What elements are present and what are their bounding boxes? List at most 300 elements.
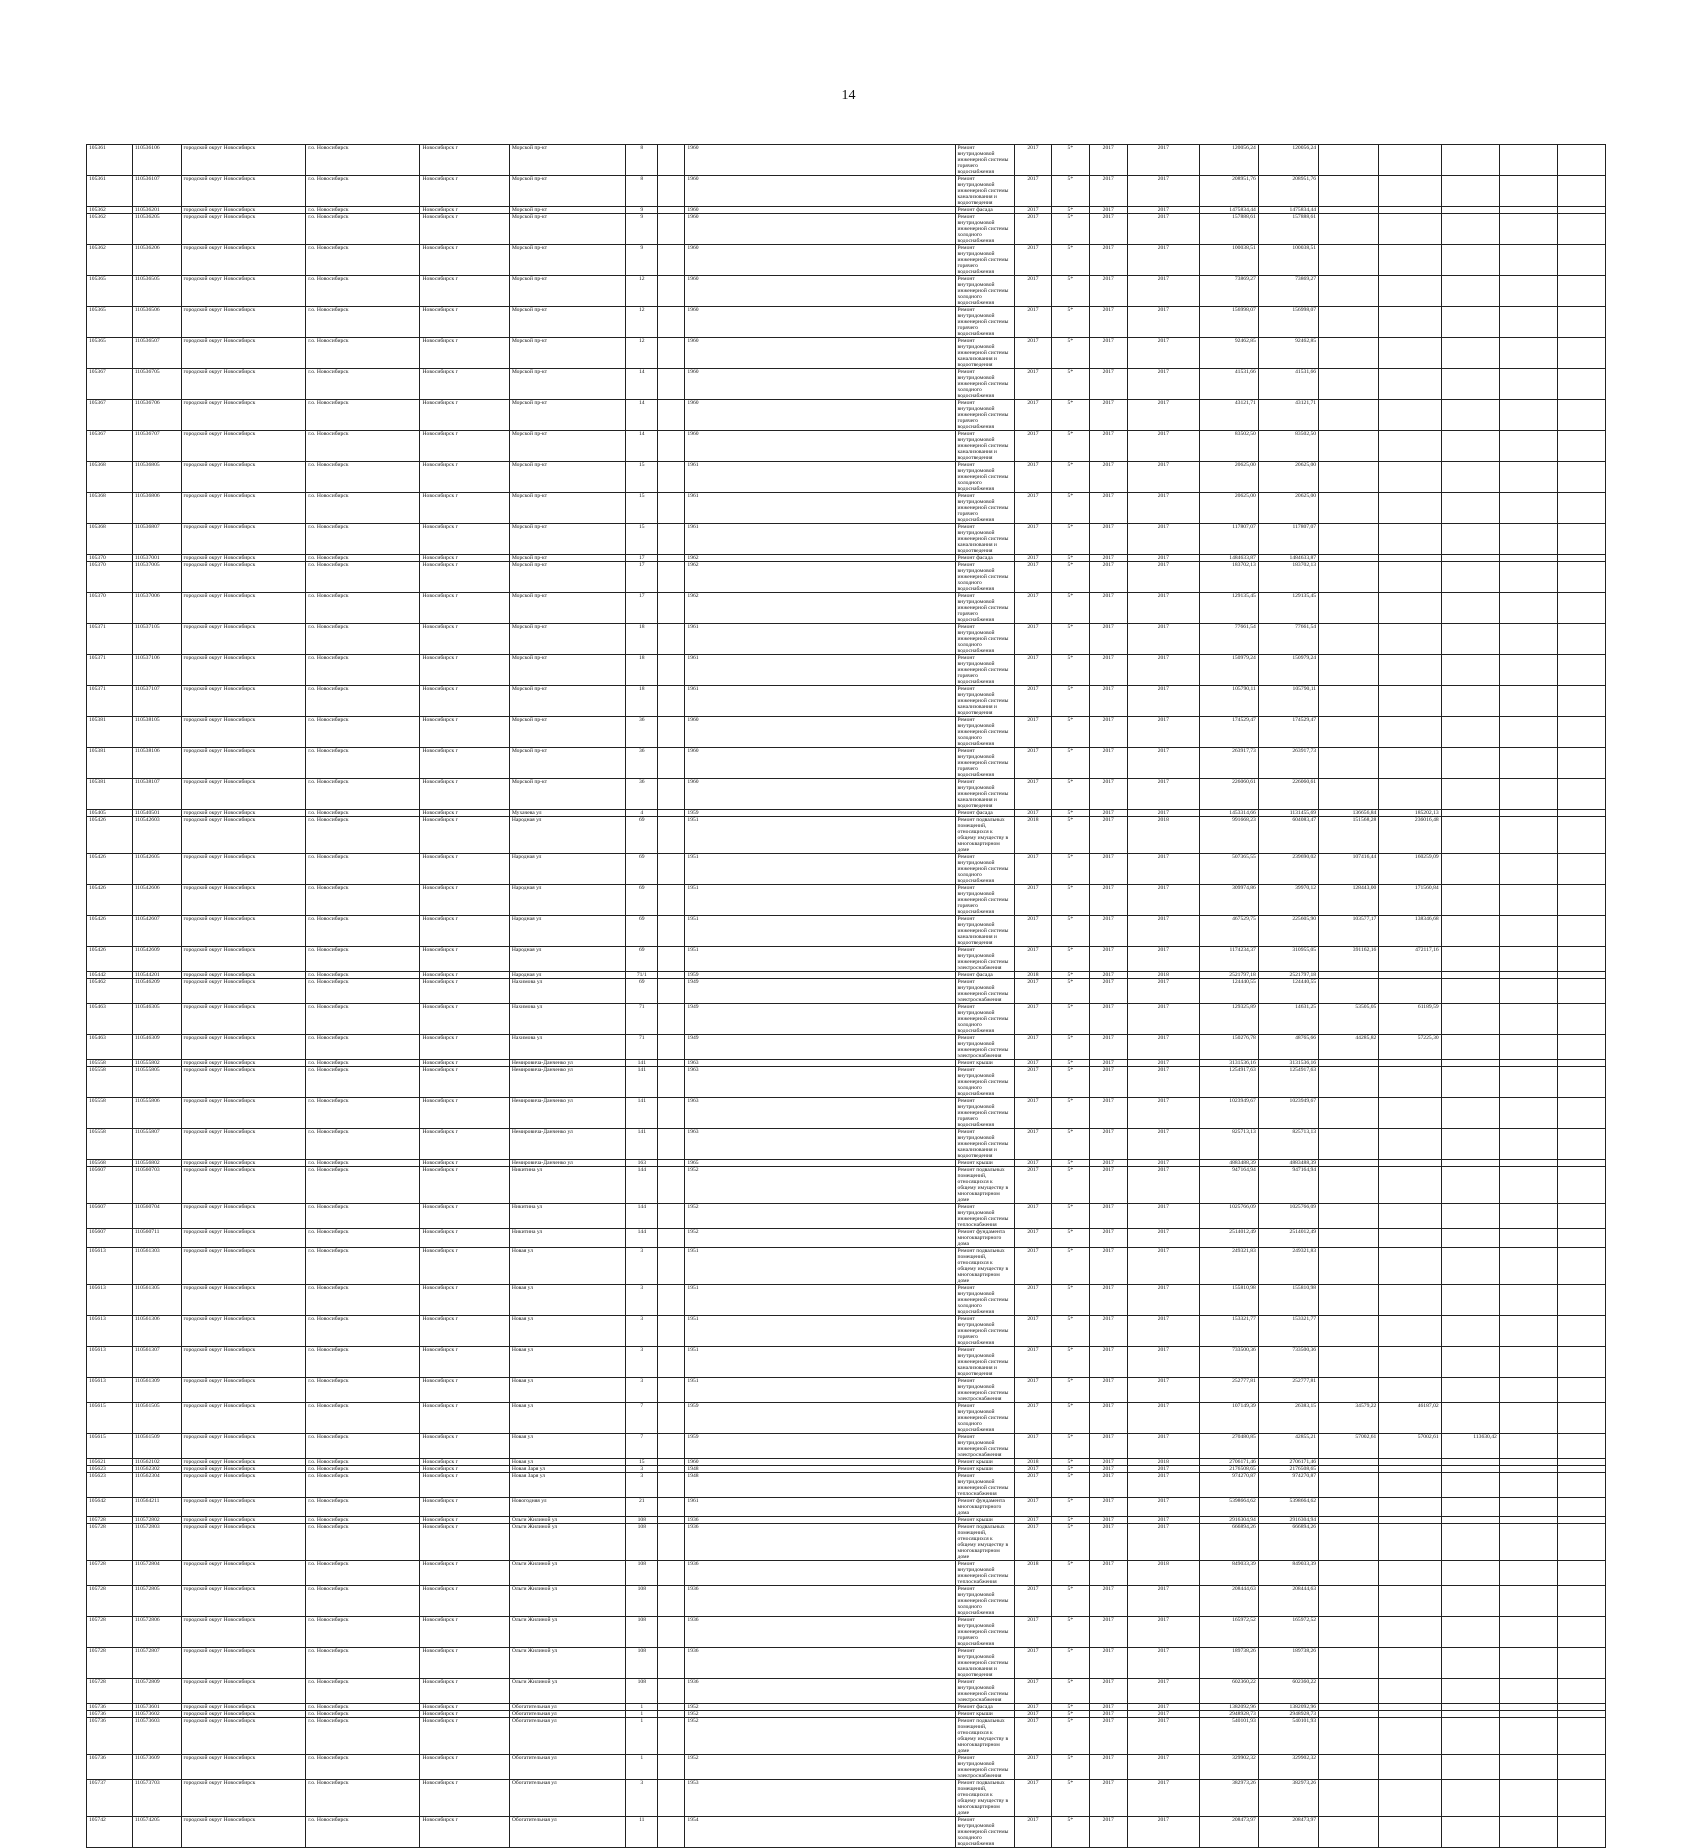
row-id-cell: 105370 [87, 593, 133, 624]
city-cell: Новосибирск г [420, 276, 509, 307]
year-built-cell: 1951 [685, 1316, 955, 1347]
row-id-cell: 105615 [87, 1434, 133, 1459]
year-built-cell: 1951 [685, 1378, 955, 1403]
empty-cell [1499, 562, 1557, 593]
street-cell: Новогодняя ул [509, 1498, 625, 1517]
table-row [87, 624, 1606, 655]
empty-cell [1499, 1129, 1557, 1160]
district-cell: городской округ Новосибирск [181, 1060, 306, 1067]
empty-cell [1558, 1347, 1606, 1378]
house-number-cell: 18 [626, 655, 658, 686]
municipality-cell: г.о. Новосибирск [306, 1817, 420, 1848]
floors-cell: 5* [1052, 1459, 1089, 1466]
empty-cell [658, 462, 685, 493]
year-built-cell: 1953 [685, 1780, 955, 1817]
table-row [87, 1517, 1606, 1524]
row-id-cell: 105426 [87, 885, 133, 916]
house-number-cell: 69 [626, 885, 658, 916]
end-year-cell: 2017 [1127, 1524, 1199, 1561]
work-code-cell: 110573601 [132, 1704, 181, 1711]
budget-cost-cell [1319, 1648, 1379, 1679]
table-row [87, 1473, 1606, 1498]
empty-cell [1558, 400, 1606, 431]
municipality-cell: г.о. Новосибирск [306, 810, 420, 817]
house-number-cell: 36 [626, 779, 658, 810]
floors-cell: 5* [1052, 214, 1089, 245]
work-type-cell: Ремонт внутридомовой инженерной системы канализования и водоотведения [955, 431, 1014, 462]
budget-cost-cell [1319, 338, 1379, 369]
owner-cost-cell [1379, 1498, 1441, 1517]
year-built-cell: 1960 [685, 207, 955, 214]
table-row [87, 462, 1606, 493]
work-type-cell: Ремонт подвальных помещений, относящихся к общему имуществу в многоквартирном доме [955, 1167, 1014, 1204]
other-cost-cell [1441, 1067, 1499, 1098]
empty-cell [1499, 555, 1557, 562]
owner-cost-cell [1379, 462, 1441, 493]
budget-cost-cell [1319, 1718, 1379, 1755]
start-year-cell: 2017 [1089, 1473, 1127, 1498]
total-cost-cell: 329902,32 [1199, 1755, 1258, 1780]
table-row [87, 1679, 1606, 1704]
row-id-cell: 105613 [87, 1347, 133, 1378]
street-cell: Морской пр-кт [509, 176, 625, 207]
budget-cost-cell [1319, 1316, 1379, 1347]
budget-cost-cell [1319, 686, 1379, 717]
empty-cell [1558, 1466, 1606, 1473]
district-cell: городской округ Новосибирск [181, 431, 306, 462]
city-cell: Новосибирск г [420, 1517, 509, 1524]
row-id-cell: 105558 [87, 1129, 133, 1160]
end-year-cell: 2017 [1127, 1316, 1199, 1347]
empty-cell [1558, 655, 1606, 686]
work-code-cell: 110556802 [132, 1160, 181, 1167]
end-year-cell: 2018 [1127, 972, 1199, 979]
work-type-cell: Ремонт внутридомовой инженерной системы канализования и водоотведения [955, 916, 1014, 947]
work-code-cell: 110536205 [132, 214, 181, 245]
empty-cell [658, 555, 685, 562]
end-year-cell: 2017 [1127, 431, 1199, 462]
house-number-cell: 9 [626, 245, 658, 276]
floors-cell: 5* [1052, 1524, 1089, 1561]
planned-year-cell: 2017 [1014, 1229, 1051, 1248]
planned-year-cell: 2017 [1014, 1129, 1051, 1160]
city-cell: Новосибирск г [420, 1129, 509, 1160]
owner-cost-cell: 160259,09 [1379, 854, 1441, 885]
floors-cell: 5* [1052, 493, 1089, 524]
empty-cell [1558, 1248, 1606, 1285]
planned-year-cell: 2018 [1014, 817, 1051, 854]
street-cell: Морской пр-кт [509, 562, 625, 593]
work-code-cell: 110555807 [132, 1129, 181, 1160]
owner-cost-cell [1379, 1755, 1441, 1780]
planned-year-cell: 2017 [1014, 1248, 1051, 1285]
empty-cell [658, 1679, 685, 1704]
year-built-cell: 1962 [685, 593, 955, 624]
fund-cost-cell: 155810,98 [1258, 1285, 1318, 1316]
total-cost-cell: 2521797,18 [1199, 972, 1258, 979]
fund-cost-cell: 225605,90 [1258, 916, 1318, 947]
floors-cell: 5* [1052, 1473, 1089, 1498]
empty-cell [1558, 1617, 1606, 1648]
district-cell: городской округ Новосибирск [181, 854, 306, 885]
house-number-cell: 108 [626, 1561, 658, 1586]
empty-cell [1558, 1780, 1606, 1817]
other-cost-cell [1441, 1473, 1499, 1498]
other-cost-cell [1441, 1561, 1499, 1586]
municipality-cell: г.о. Новосибирск [306, 1561, 420, 1586]
house-number-cell: 1 [626, 1755, 658, 1780]
total-cost-cell: 226060,61 [1199, 779, 1258, 810]
total-cost-cell: 849033,39 [1199, 1561, 1258, 1586]
house-number-cell: 71 [626, 1004, 658, 1035]
empty-cell [1499, 338, 1557, 369]
house-number-cell: 9 [626, 214, 658, 245]
street-cell: Народная ул [509, 854, 625, 885]
district-cell: городской округ Новосибирск [181, 979, 306, 1004]
municipality-cell: г.о. Новосибирск [306, 1780, 420, 1817]
year-built-cell: 1961 [685, 624, 955, 655]
budget-cost-cell [1319, 1060, 1379, 1067]
other-cost-cell [1441, 1524, 1499, 1561]
table-row [87, 562, 1606, 593]
end-year-cell: 2017 [1127, 624, 1199, 655]
empty-cell [1499, 1466, 1557, 1473]
city-cell: Новосибирск г [420, 1473, 509, 1498]
city-cell: Новосибирск г [420, 1498, 509, 1517]
work-type-cell: Ремонт внутридомовой инженерной системы канализования и водоотведения [955, 779, 1014, 810]
budget-cost-cell [1319, 1248, 1379, 1285]
table-row [87, 1755, 1606, 1780]
budget-cost-cell [1319, 1704, 1379, 1711]
work-type-cell: Ремонт внутридомовой инженерной системы холодного водоснабжения [955, 1285, 1014, 1316]
city-cell: Новосибирск г [420, 1434, 509, 1459]
district-cell: городской округ Новосибирск [181, 1434, 306, 1459]
table-row [87, 338, 1606, 369]
owner-cost-cell [1379, 1459, 1441, 1466]
table-row [87, 1204, 1606, 1229]
start-year-cell: 2017 [1089, 1067, 1127, 1098]
start-year-cell: 2017 [1089, 1098, 1127, 1129]
empty-cell [1499, 1498, 1557, 1517]
empty-cell [1558, 1035, 1606, 1060]
start-year-cell: 2017 [1089, 1459, 1127, 1466]
row-id-cell: 105371 [87, 624, 133, 655]
planned-year-cell: 2017 [1014, 885, 1051, 916]
start-year-cell: 2017 [1089, 717, 1127, 748]
empty-cell [658, 1617, 685, 1648]
work-code-cell: 110546305 [132, 1004, 181, 1035]
city-cell: Новосибирск г [420, 1035, 509, 1060]
budget-cost-cell [1319, 717, 1379, 748]
planned-year-cell: 2017 [1014, 1704, 1051, 1711]
owner-cost-cell [1379, 1167, 1441, 1204]
city-cell: Новосибирск г [420, 748, 509, 779]
total-cost-cell: 4883488,39 [1199, 1160, 1258, 1167]
planned-year-cell: 2017 [1014, 1285, 1051, 1316]
floors-cell: 5* [1052, 276, 1089, 307]
total-cost-cell: 2514012,49 [1199, 1229, 1258, 1248]
empty-cell [1558, 1459, 1606, 1466]
empty-cell [658, 524, 685, 555]
work-type-cell: Ремонт внутридомовой инженерной системы канализования и водоотведения [955, 176, 1014, 207]
table-row [87, 1378, 1606, 1403]
planned-year-cell: 2017 [1014, 655, 1051, 686]
other-cost-cell [1441, 947, 1499, 972]
work-code-cell: 110572809 [132, 1679, 181, 1704]
municipality-cell: г.о. Новосибирск [306, 214, 420, 245]
municipality-cell: г.о. Новосибирск [306, 624, 420, 655]
total-cost-cell: 3131536,16 [1199, 1060, 1258, 1067]
work-type-cell: Ремонт внутридомовой инженерной системы холодного водоснабжения [955, 1403, 1014, 1434]
total-cost-cell: 2916304,94 [1199, 1517, 1258, 1524]
work-type-cell: Ремонт внутридомовой инженерной системы горячего водоснабжения [955, 245, 1014, 276]
work-code-cell: 110536505 [132, 276, 181, 307]
floors-cell: 5* [1052, 307, 1089, 338]
owner-cost-cell [1379, 1780, 1441, 1817]
empty-cell [1558, 307, 1606, 338]
work-code-cell: 110573602 [132, 1711, 181, 1718]
owner-cost-cell [1379, 717, 1441, 748]
planned-year-cell: 2017 [1014, 1817, 1051, 1848]
year-built-cell: 1952 [685, 1704, 955, 1711]
city-cell: Новосибирск г [420, 1524, 509, 1561]
house-number-cell: 3 [626, 1316, 658, 1347]
street-cell: Обогатительная ул [509, 1711, 625, 1718]
empty-cell [658, 1248, 685, 1285]
empty-cell [1558, 885, 1606, 916]
budget-cost-cell [1319, 979, 1379, 1004]
budget-cost-cell [1319, 400, 1379, 431]
owner-cost-cell [1379, 493, 1441, 524]
row-id-cell: 105558 [87, 1060, 133, 1067]
end-year-cell: 2017 [1127, 1704, 1199, 1711]
house-number-cell: 108 [626, 1617, 658, 1648]
table-row [87, 748, 1606, 779]
table-row [87, 555, 1606, 562]
empty-cell [1558, 207, 1606, 214]
row-id-cell: 105381 [87, 779, 133, 810]
budget-cost-cell: 151568,28 [1319, 817, 1379, 854]
municipality-cell: г.о. Новосибирск [306, 431, 420, 462]
house-number-cell: 108 [626, 1648, 658, 1679]
owner-cost-cell [1379, 593, 1441, 624]
street-cell: Морской пр-кт [509, 624, 625, 655]
budget-cost-cell [1319, 655, 1379, 686]
other-cost-cell [1441, 1285, 1499, 1316]
empty-cell [658, 1517, 685, 1524]
fund-cost-cell: 41531,66 [1258, 369, 1318, 400]
start-year-cell: 2017 [1089, 1229, 1127, 1248]
planned-year-cell: 2017 [1014, 1160, 1051, 1167]
work-code-cell: 110544201 [132, 972, 181, 979]
end-year-cell: 2017 [1127, 562, 1199, 593]
fund-cost-cell: 129135,45 [1258, 593, 1318, 624]
owner-cost-cell: 61189,59 [1379, 1004, 1441, 1035]
empty-cell [1558, 916, 1606, 947]
city-cell: Новосибирск г [420, 593, 509, 624]
empty-cell [1558, 1129, 1606, 1160]
budget-cost-cell [1319, 1498, 1379, 1517]
owner-cost-cell [1379, 1517, 1441, 1524]
district-cell: городской округ Новосибирск [181, 307, 306, 338]
total-cost-cell: 1025766,09 [1199, 1204, 1258, 1229]
empty-cell [658, 854, 685, 885]
work-type-cell: Ремонт фундамента многоквартирного дома [955, 1498, 1014, 1517]
fund-cost-cell: 540101,93 [1258, 1718, 1318, 1755]
table-row [87, 1248, 1606, 1285]
city-cell: Новосибирск г [420, 145, 509, 176]
street-cell: Немировича-Данченко ул [509, 1098, 625, 1129]
empty-cell [1558, 947, 1606, 972]
owner-cost-cell [1379, 276, 1441, 307]
empty-cell [1499, 1035, 1557, 1060]
end-year-cell: 2017 [1127, 369, 1199, 400]
district-cell: городской округ Новосибирск [181, 717, 306, 748]
year-built-cell: 1959 [685, 810, 955, 817]
owner-cost-cell [1379, 1378, 1441, 1403]
work-type-cell: Ремонт внутридомовой инженерной системы горячего водоснабжения [955, 307, 1014, 338]
total-cost-cell: 117807,07 [1199, 524, 1258, 555]
start-year-cell: 2017 [1089, 916, 1127, 947]
fund-cost-cell: 189738,26 [1258, 1648, 1318, 1679]
work-code-cell: 110538107 [132, 779, 181, 810]
start-year-cell: 2017 [1089, 1817, 1127, 1848]
empty-cell [1558, 1817, 1606, 1848]
total-cost-cell: 100038,51 [1199, 245, 1258, 276]
budget-cost-cell [1319, 369, 1379, 400]
floors-cell: 5* [1052, 1403, 1089, 1434]
start-year-cell: 2017 [1089, 1167, 1127, 1204]
street-cell: Морской пр-кт [509, 207, 625, 214]
row-id-cell: 105362 [87, 207, 133, 214]
table-row [87, 214, 1606, 245]
end-year-cell: 2017 [1127, 276, 1199, 307]
fund-cost-cell: 83502,50 [1258, 431, 1318, 462]
budget-cost-cell [1319, 1617, 1379, 1648]
fund-cost-cell: 77661,54 [1258, 624, 1318, 655]
district-cell: городской округ Новосибирск [181, 1316, 306, 1347]
street-cell: Новая ул [509, 1434, 625, 1459]
house-number-cell: 1 [626, 1711, 658, 1718]
work-code-cell: 110536507 [132, 338, 181, 369]
work-type-cell: Ремонт крыши [955, 1711, 1014, 1718]
end-year-cell: 2017 [1127, 524, 1199, 555]
house-number-cell: 21 [626, 1498, 658, 1517]
empty-cell [1558, 493, 1606, 524]
work-type-cell: Ремонт внутридомовой инженерной системы горячего водоснабжения [955, 1316, 1014, 1347]
year-built-cell: 1949 [685, 1004, 955, 1035]
work-code-cell: 110538105 [132, 717, 181, 748]
work-type-cell: Ремонт внутридомовой инженерной системы электроснабжения [955, 1434, 1014, 1459]
owner-cost-cell [1379, 1098, 1441, 1129]
work-code-cell: 110561303 [132, 1248, 181, 1285]
house-number-cell: 144 [626, 1204, 658, 1229]
table-row [87, 145, 1606, 176]
work-code-cell: 110562304 [132, 1473, 181, 1498]
year-built-cell: 1936 [685, 1561, 955, 1586]
end-year-cell: 2017 [1127, 145, 1199, 176]
year-built-cell: 1960 [685, 307, 955, 338]
empty-cell [1499, 245, 1557, 276]
other-cost-cell [1441, 1098, 1499, 1129]
total-cost-cell: 309974,86 [1199, 885, 1258, 916]
fund-cost-cell: 252777,81 [1258, 1378, 1318, 1403]
total-cost-cell: 43121,71 [1199, 400, 1258, 431]
year-built-cell: 1965 [685, 1160, 955, 1167]
district-cell: городской округ Новосибирск [181, 562, 306, 593]
district-cell: городской округ Новосибирск [181, 1378, 306, 1403]
year-built-cell: 1961 [685, 686, 955, 717]
empty-cell [658, 176, 685, 207]
budget-cost-cell [1319, 214, 1379, 245]
budget-cost-cell [1319, 276, 1379, 307]
start-year-cell: 2017 [1089, 338, 1127, 369]
owner-cost-cell [1379, 1248, 1441, 1285]
floors-cell: 5* [1052, 1561, 1089, 1586]
empty-cell [658, 245, 685, 276]
work-code-cell: 110572803 [132, 1524, 181, 1561]
house-number-cell: 108 [626, 1517, 658, 1524]
fund-cost-cell: 1475834,44 [1258, 207, 1318, 214]
end-year-cell: 2017 [1127, 1035, 1199, 1060]
row-id-cell: 105405 [87, 810, 133, 817]
municipality-cell: г.о. Новосибирск [306, 1755, 420, 1780]
municipality-cell: г.о. Новосибирск [306, 1098, 420, 1129]
other-cost-cell [1441, 1817, 1499, 1848]
district-cell: городской округ Новосибирск [181, 1035, 306, 1060]
year-built-cell: 1960 [685, 369, 955, 400]
planned-year-cell: 2017 [1014, 624, 1051, 655]
house-number-cell: 9 [626, 207, 658, 214]
total-cost-cell: 1453314,66 [1199, 810, 1258, 817]
district-cell: городской округ Новосибирск [181, 885, 306, 916]
start-year-cell: 2017 [1089, 1755, 1127, 1780]
planned-year-cell: 2017 [1014, 207, 1051, 214]
house-number-cell: 36 [626, 717, 658, 748]
empty-cell [1558, 1434, 1606, 1459]
budget-cost-cell [1319, 1817, 1379, 1848]
start-year-cell: 2017 [1089, 245, 1127, 276]
fund-cost-cell: 733500,36 [1258, 1347, 1318, 1378]
work-type-cell: Ремонт фасада [955, 207, 1014, 214]
empty-cell [1558, 369, 1606, 400]
other-cost-cell [1441, 1711, 1499, 1718]
other-cost-cell [1441, 1229, 1499, 1248]
district-cell: городской округ Новосибирск [181, 1167, 306, 1204]
district-cell: городской округ Новосибирск [181, 748, 306, 779]
empty-cell [1499, 307, 1557, 338]
year-built-cell: 1936 [685, 1524, 955, 1561]
year-built-cell: 1952 [685, 1204, 955, 1229]
row-id-cell: 105615 [87, 1403, 133, 1434]
house-number-cell: 12 [626, 276, 658, 307]
table-row [87, 655, 1606, 686]
floors-cell: 5* [1052, 1704, 1089, 1711]
work-code-cell: 110540501 [132, 810, 181, 817]
house-number-cell: 7 [626, 1403, 658, 1434]
floors-cell: 5* [1052, 1586, 1089, 1617]
end-year-cell: 2017 [1127, 1517, 1199, 1524]
work-code-cell: 110536206 [132, 245, 181, 276]
empty-cell [1499, 1434, 1557, 1459]
year-built-cell: 1960 [685, 176, 955, 207]
work-type-cell: Ремонт внутридомовой инженерной системы холодного водоснабжения [955, 214, 1014, 245]
work-code-cell: 110560704 [132, 1204, 181, 1229]
street-cell: Обогатительная ул [509, 1817, 625, 1848]
empty-cell [1499, 916, 1557, 947]
budget-cost-cell: 128443,00 [1319, 885, 1379, 916]
empty-cell [1558, 1067, 1606, 1098]
